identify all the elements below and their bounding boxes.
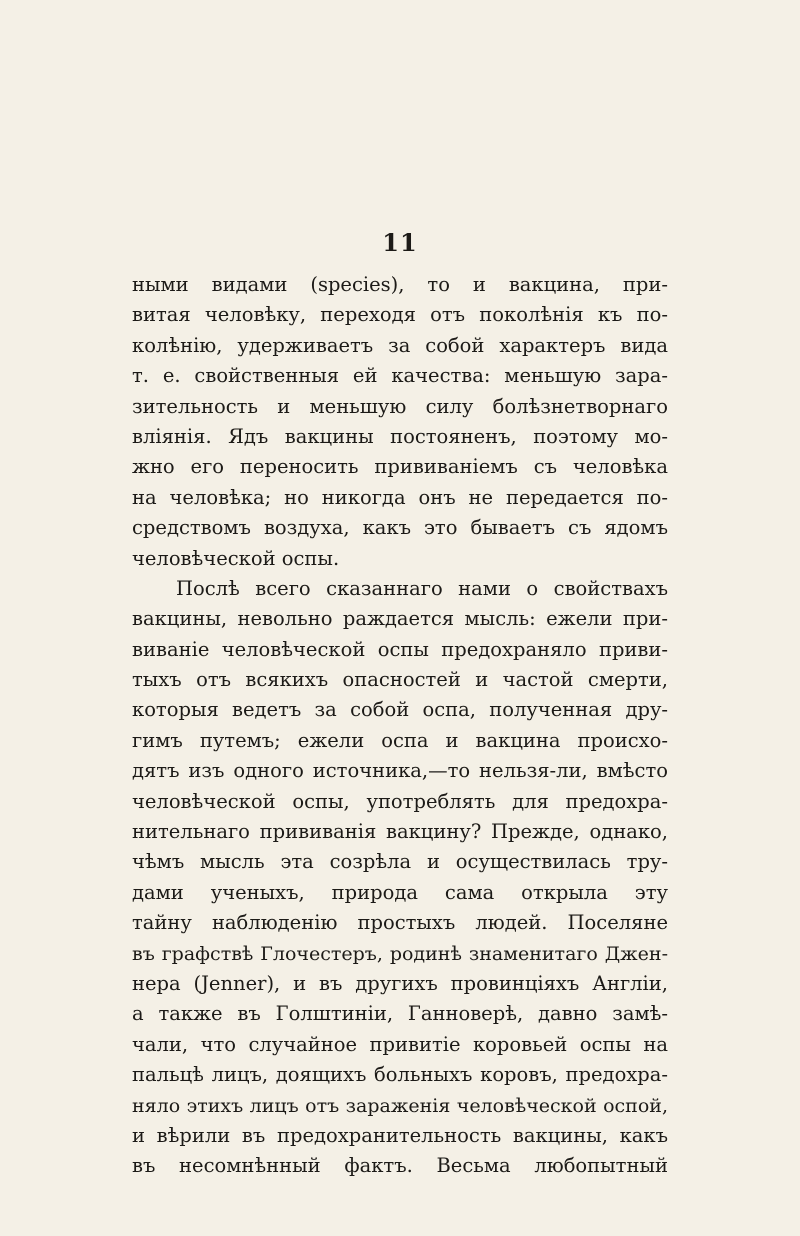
text-line: зительность и меньшую силу болѣзнетворнаго [132,394,668,418]
text-line: и вѣрили въ предохранительность вакцины, какъ [132,1123,668,1147]
text-line: виваніе человѣческой оспы предохраняло приви- [132,637,668,661]
text-line: пальцѣ лицъ, доящихъ больныхъ коровъ, предохра- [132,1063,668,1087]
text-line: гимъ путемъ; ежели оспа и вакцина происхо- [132,728,668,752]
text-line: нительнаго прививанія вакцину? Прежде, однако, [132,820,668,844]
text-line: Послѣ всего сказаннаго нами о свойствахъ [176,576,668,600]
text-line: которыя ведетъ за собой оспа, полученная дру- [132,698,668,722]
text-line: въ несомнѣнный фактъ. Весьма любопытный [132,1154,668,1178]
text-line: няло этихъ лицъ отъ зараженія человѣческой оспой, [132,1094,668,1117]
text-line: на человѣка; но никогда онъ не передается по- [132,485,668,509]
text-line: чѣмъ мысль эта созрѣла и осуществилась тру- [132,850,668,874]
text-line: человѣческой оспы. [132,546,340,570]
text-line: дами ученыхъ, природа сама открыла эту [132,880,668,904]
text-line: въ графствѣ Глочестеръ, родинѣ знаменитаго Джен- [132,942,668,965]
text-line: вакцины, невольно раждается мысль: ежели при- [132,607,668,631]
text-line: дятъ изъ одного источника,—то нельзя-ли, вмѣсто [132,759,668,783]
text-line: колѣнію, удерживаетъ за собой характеръ вида [132,333,668,357]
text-line: жно его переносить прививаніемъ съ человѣка [132,455,668,479]
body-text [132,270,668,1182]
text-line: т. е. свойственныя ей качества: меньшую зара- [132,364,668,388]
text-line: а также въ Голштиніи, Ганноверѣ, давно замѣ- [132,1002,668,1026]
text-line: витая человѣку, переходя отъ поколѣнія къ по- [132,303,668,327]
page-number: 11 [382,228,418,257]
text-line: тыхъ отъ всякихъ опасностей и частой смерти, [132,668,668,692]
text-line: тайну наблюденію простыхъ людей. Поселяне [132,911,668,935]
text-line: средствомъ воздуха, какъ это бываетъ съ ядомъ [132,516,668,540]
text-line: человѣческой оспы, употреблять для предохра- [132,789,668,813]
text-line: вліянія. Ядъ вакцины постояненъ, поэтому мо- [132,424,668,448]
text-line: нера (Jenner), и въ другихъ провинціяхъ Англіи, [132,971,668,995]
text-line: ными видами (species), то и вакцина, при- [132,273,668,296]
text-line: чали, что случайное привитіе коровьей оспы на [132,1032,668,1056]
